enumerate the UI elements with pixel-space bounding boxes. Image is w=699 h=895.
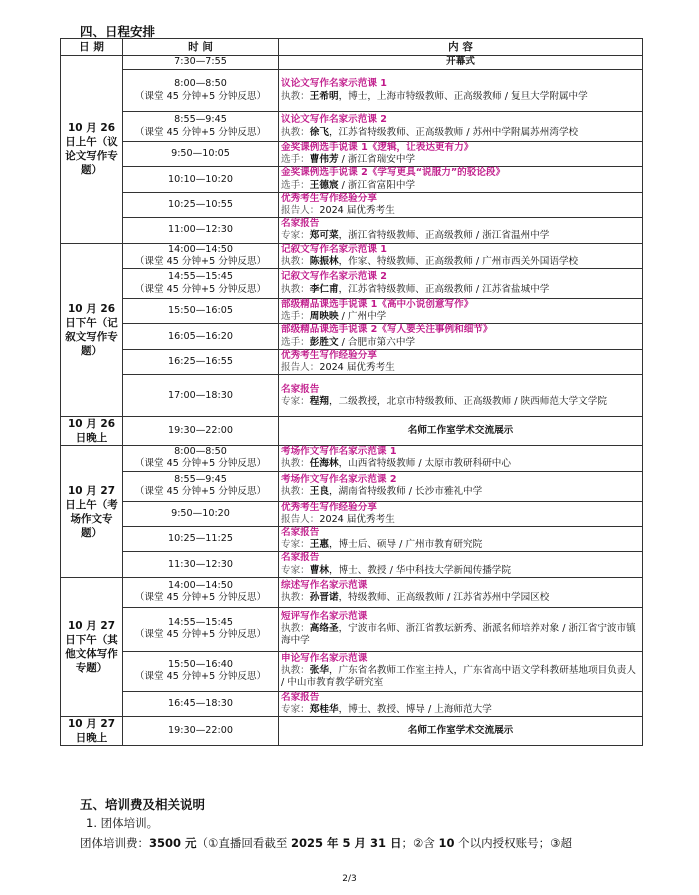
content-cell <box>279 527 643 552</box>
time-range: 14:00—14:50 <box>168 243 233 255</box>
speaker-detail: ，作家、特级教师、正高级教师 / 广州市西关外国语学校 <box>338 255 579 267</box>
time-cell <box>123 717 279 746</box>
time-range: 15:50—16:05 <box>168 305 233 317</box>
time-range: 16:05—16:20 <box>168 330 233 342</box>
time-note: （课堂 45 分钟+5 分钟反思） <box>134 486 267 498</box>
session-speaker-line <box>281 396 640 408</box>
speaker-role: 报告人： <box>281 205 320 217</box>
time-range: 10:25—11:25 <box>168 533 233 545</box>
time-note: （课堂 45 分钟+5 分钟反思） <box>134 126 267 138</box>
time-cell <box>123 375 279 417</box>
table-row <box>61 167 643 192</box>
page-number: 2/3 <box>342 874 357 884</box>
content-cell <box>279 243 643 268</box>
time-range: 8:55—9:45 <box>174 114 227 126</box>
time-cell <box>123 552 279 577</box>
content-cell <box>279 218 643 243</box>
day-cell: 10 月 27 日晚上 <box>61 717 123 746</box>
speaker-role: 选手： <box>281 154 310 166</box>
fee-amount: 3500 元 <box>149 836 197 850</box>
time-range: 9:50—10:20 <box>171 507 230 519</box>
session-title: 金奖课例选手说课 1《逻辑，让表达更有力》 <box>281 142 474 153</box>
table-row <box>61 70 643 112</box>
table-row <box>61 446 643 471</box>
speaker-role: 报告人： <box>281 362 320 374</box>
speaker-name: 任海林 <box>309 458 339 470</box>
content-cell <box>279 607 643 651</box>
table-row <box>61 349 643 374</box>
speaker-role: 专家： <box>281 564 310 576</box>
fee-deadline: 2025 年 5 月 31 日 <box>290 836 402 850</box>
speaker-name: 王德宸 <box>309 179 339 191</box>
speaker-detail: ，江苏省特级教师、正高级教师 / 江苏省盐城中学 <box>338 283 550 295</box>
speaker-detail: / 广州中学 <box>338 311 387 323</box>
speaker-role: 选手： <box>281 336 310 348</box>
speaker-role: 选手： <box>281 311 310 323</box>
speaker-detail: ，博士、教授 / 华中科技大学新闻传播学院 <box>328 564 511 576</box>
content-cell <box>279 349 643 374</box>
table-row <box>61 717 643 746</box>
header-date: 日 期 <box>61 39 123 56</box>
table-row <box>61 243 643 268</box>
table-row <box>61 607 643 651</box>
table-row <box>61 691 643 716</box>
fee-note-2: ；②含 <box>401 836 439 850</box>
speaker-detail: 2024 届优秀考生 <box>319 362 395 374</box>
speaker-role: 专家： <box>281 704 310 716</box>
speaker-detail: ，博士后、硕导 / 广州市教育研究院 <box>328 539 483 551</box>
speaker-detail: / 合肥市第六中学 <box>338 336 416 348</box>
content-cell <box>279 691 643 716</box>
time-cell <box>123 324 279 349</box>
speaker-role: 选手： <box>281 179 310 191</box>
fee-group-price-line <box>80 835 572 851</box>
content-cell: 名师工作室学术交流展示 <box>279 717 643 746</box>
table-row <box>61 112 643 142</box>
time-cell <box>123 651 279 691</box>
session-speaker-line <box>281 154 640 166</box>
time-range: 11:30—12:30 <box>168 558 233 570</box>
time-cell <box>123 471 279 501</box>
content-cell <box>279 70 643 112</box>
fee-note-1: （①直播回看截至 <box>196 836 291 850</box>
speaker-role: 执教： <box>281 486 310 498</box>
time-note: （课堂 45 分钟+5 分钟反思） <box>134 90 267 102</box>
time-cell <box>123 167 279 192</box>
time-range: 19:30—22:00 <box>168 725 233 737</box>
table-row <box>61 269 643 299</box>
section-title-fees: 五、培训费及相关说明 <box>80 797 206 812</box>
session-speaker-line <box>281 180 640 192</box>
time-range: 15:50—16:40 <box>168 659 233 671</box>
session-title: 优秀考生写作经验分享 <box>281 501 377 513</box>
content-cell <box>279 167 643 192</box>
session-title: 记叙文写作名家示范课 1 <box>281 243 387 255</box>
time-cell <box>123 243 279 268</box>
speaker-name: 王希明 <box>309 90 339 102</box>
speaker-detail: ，宁波市名师、浙江省教坛新秀、浙派名师培养对象 / 浙江省宁波市镇海中学 <box>281 623 636 647</box>
day-cell: 10 月 26 日下午（记叙文写作专题） <box>61 243 123 417</box>
time-range: 14:00—14:50 <box>168 580 233 592</box>
session-title: 名家报告 <box>281 218 320 230</box>
time-range: 16:25—16:55 <box>168 355 233 367</box>
speaker-name: 高络圣 <box>309 623 339 635</box>
session-speaker-line <box>281 362 640 374</box>
time-cell <box>123 269 279 299</box>
content-cell <box>279 375 643 417</box>
session-title: 短评写作名家示范课 <box>281 611 368 623</box>
speaker-name: 陈振林 <box>309 255 339 267</box>
session-speaker-line <box>281 458 640 470</box>
session-title: 名家报告 <box>281 527 320 539</box>
speaker-name: 李仁甫 <box>309 283 339 295</box>
day-cell: 10 月 27 日下午（其他文体写作专题） <box>61 577 123 716</box>
time-cell <box>123 446 279 471</box>
speaker-role: 报告人： <box>281 513 320 525</box>
speaker-role: 执教： <box>281 283 310 295</box>
session-title: 考场作文写作名家示范课 2 <box>281 473 397 485</box>
speaker-role: 专家： <box>281 539 310 551</box>
speaker-name: 曹伟芳 <box>309 154 339 166</box>
time-cell <box>123 299 279 324</box>
session-speaker-line <box>281 514 640 526</box>
speaker-role: 执教： <box>281 623 310 635</box>
session-speaker-line <box>281 337 640 349</box>
session-title: 部级精品课选手说课 2《写人要关注事例和细节》 <box>281 324 493 336</box>
session-title: 申论写作名家示范课 <box>281 653 368 665</box>
table-row <box>61 552 643 577</box>
content-cell <box>279 142 643 167</box>
session-title: 优秀考生写作经验分享 <box>281 349 377 361</box>
time-range: 8:55—9:45 <box>174 473 227 485</box>
time-range: 7:30—7:55 <box>174 56 227 68</box>
session-title: 优秀考生写作经验分享 <box>281 192 377 204</box>
speaker-role: 执教： <box>281 90 310 102</box>
speaker-role: 专家： <box>281 395 310 407</box>
time-range: 16:45—18:30 <box>168 697 233 709</box>
content-cell <box>279 192 643 217</box>
session-title: 金奖课例选手说课 2《学写更具“说服力”的驳论段》 <box>281 167 506 179</box>
speaker-role: 执教： <box>281 458 310 470</box>
content-cell <box>279 269 643 299</box>
session-speaker-line <box>281 230 640 242</box>
session-title: 记叙文写作名家示范课 2 <box>281 271 387 283</box>
table-row <box>61 417 643 446</box>
content-cell <box>279 552 643 577</box>
speaker-detail: / 浙江省富阳中学 <box>338 179 416 191</box>
content-cell <box>279 299 643 324</box>
session-speaker-line <box>281 284 640 296</box>
table-row <box>61 375 643 417</box>
content-cell <box>279 471 643 501</box>
session-title: 名家报告 <box>281 691 320 703</box>
speaker-detail: 2024 届优秀考生 <box>319 513 395 525</box>
speaker-detail: 2024 届优秀考生 <box>319 205 395 217</box>
speaker-detail: ，特级教师、正高级教师 / 江苏省苏州中学园区校 <box>338 592 550 604</box>
table-row <box>61 192 643 217</box>
time-note: （课堂 45 分钟+5 分钟反思） <box>134 671 267 683</box>
session-title: 议论文写作名家示范课 2 <box>281 114 387 126</box>
time-cell <box>123 56 279 70</box>
speaker-name: 周映映 <box>309 311 339 323</box>
session-speaker-line <box>281 486 640 498</box>
session-speaker-line <box>281 623 640 647</box>
session-title: 名家报告 <box>281 552 320 564</box>
speaker-name: 孙晋诺 <box>309 592 339 604</box>
fee-account-count: 10 <box>438 836 455 850</box>
speaker-name: 徐飞 <box>309 126 329 138</box>
session-speaker-line <box>281 91 640 103</box>
content-cell <box>279 651 643 691</box>
header-content: 内 容 <box>279 39 643 56</box>
time-cell <box>123 112 279 142</box>
session-title: 部级精品课选手说课 1《高中小说创意写作》 <box>281 299 474 311</box>
speaker-detail: ，湖南省特级教师 / 长沙市雅礼中学 <box>328 486 483 498</box>
time-range: 8:00—8:50 <box>174 446 227 458</box>
table-row <box>61 56 643 70</box>
content-cell <box>279 112 643 142</box>
speaker-role: 执教： <box>281 255 310 267</box>
schedule-table <box>60 38 643 746</box>
session-title: 综述写作名家示范课 <box>281 580 368 592</box>
session-speaker-line <box>281 311 640 323</box>
session-speaker-line <box>281 256 640 268</box>
speaker-name: 曹林 <box>309 564 329 576</box>
section-title-schedule: 四、日程安排 <box>80 24 156 39</box>
speaker-detail: ，山西省特级教师 / 太原市教研科研中心 <box>338 458 511 470</box>
speaker-detail: ，江苏省特级教师、正高级教师 / 苏州中学附属苏州湾学校 <box>328 126 579 138</box>
day-cell: 10 月 27 日上午（考场作文专题） <box>61 446 123 578</box>
time-range: 10:10—10:20 <box>168 173 233 185</box>
table-row <box>61 142 643 167</box>
content-cell <box>279 577 643 607</box>
time-cell <box>123 527 279 552</box>
day-cell: 10 月 26 日上午（议论文写作专题） <box>61 56 123 244</box>
time-range: 11:00—12:30 <box>168 224 233 236</box>
session-title: 名家报告 <box>281 383 320 395</box>
session-title: 考场作文写作名家示范课 1 <box>281 446 397 458</box>
table-row <box>61 299 643 324</box>
speaker-detail: ，广东省名教师工作室主持人，广东省高中语文学科教研基地项目负责人 / 中山市教育教学研究室 <box>281 665 636 689</box>
time-note: （课堂 45 分钟+5 分钟反思） <box>134 629 267 641</box>
session-speaker-line <box>281 592 640 604</box>
table-row <box>61 527 643 552</box>
speaker-detail: ，博士，上海市特级教师、正高级教师 / 复旦大学附属中学 <box>338 90 588 102</box>
speaker-role: 执教： <box>281 665 310 677</box>
session-title: 议论文写作名家示范课 1 <box>281 78 387 90</box>
time-cell <box>123 192 279 217</box>
time-cell <box>123 70 279 112</box>
time-range: 17:00—18:30 <box>168 389 233 401</box>
fee-item-group-training: 1. 团体培训。 <box>86 816 159 830</box>
speaker-name: 彭胜文 <box>309 336 339 348</box>
content-cell <box>279 501 643 526</box>
time-note: （课堂 45 分钟+5 分钟反思） <box>134 255 267 267</box>
day-cell: 10 月 26 日晚上 <box>61 417 123 446</box>
session-speaker-line <box>281 205 640 217</box>
speaker-detail: ，博士、教授、博导 / 上海师范大学 <box>338 704 492 716</box>
time-range: 8:00—8:50 <box>174 78 227 90</box>
speaker-detail: / 浙江省瑞安中学 <box>338 154 416 166</box>
speaker-detail: ，浙江省特级教师、正高级教师 / 浙江省温州中学 <box>338 230 550 242</box>
session-speaker-line <box>281 704 640 716</box>
content-cell: 名师工作室学术交流展示 <box>279 417 643 446</box>
session-speaker-line <box>281 565 640 577</box>
time-cell <box>123 501 279 526</box>
speaker-name: 张华 <box>309 665 329 677</box>
speaker-name: 程翔 <box>309 395 329 407</box>
time-cell <box>123 577 279 607</box>
time-note: （课堂 45 分钟+5 分钟反思） <box>134 283 267 295</box>
table-row <box>61 471 643 501</box>
speaker-role: 专家： <box>281 230 310 242</box>
speaker-detail: ，二级教授，北京市特级教师、正高级教师 / 陕西师范大学文学院 <box>328 395 607 407</box>
fee-note-3: 个以内授权账号；③超 <box>454 836 572 850</box>
speaker-role: 执教： <box>281 126 310 138</box>
table-row <box>61 577 643 607</box>
time-range: 14:55—15:45 <box>168 271 233 283</box>
time-range: 14:55—15:45 <box>168 617 233 629</box>
content-cell <box>279 446 643 471</box>
speaker-name: 郑可菜 <box>309 230 339 242</box>
session-speaker-line <box>281 539 640 551</box>
speaker-role: 执教： <box>281 592 310 604</box>
time-cell <box>123 142 279 167</box>
time-note: （课堂 45 分钟+5 分钟反思） <box>134 458 267 470</box>
fee-label: 团体培训费： <box>80 836 149 850</box>
time-range: 19:30—22:00 <box>168 425 233 437</box>
time-cell <box>123 349 279 374</box>
speaker-name: 王惠 <box>309 539 329 551</box>
table-row <box>61 501 643 526</box>
time-range: 9:50—10:05 <box>171 148 230 160</box>
table-header-row <box>61 39 643 56</box>
time-cell <box>123 607 279 651</box>
speaker-name: 王良 <box>309 486 329 498</box>
table-row <box>61 651 643 691</box>
time-cell <box>123 691 279 716</box>
header-time: 时 间 <box>123 39 279 56</box>
time-range: 10:25—10:55 <box>168 198 233 210</box>
time-note: （课堂 45 分钟+5 分钟反思） <box>134 592 267 604</box>
time-cell <box>123 218 279 243</box>
speaker-name: 郑桂华 <box>309 704 339 716</box>
content-cell: 开幕式 <box>279 56 643 70</box>
content-cell <box>279 324 643 349</box>
table-row <box>61 324 643 349</box>
session-speaker-line <box>281 127 640 139</box>
time-cell <box>123 417 279 446</box>
table-row <box>61 218 643 243</box>
session-speaker-line <box>281 665 640 689</box>
